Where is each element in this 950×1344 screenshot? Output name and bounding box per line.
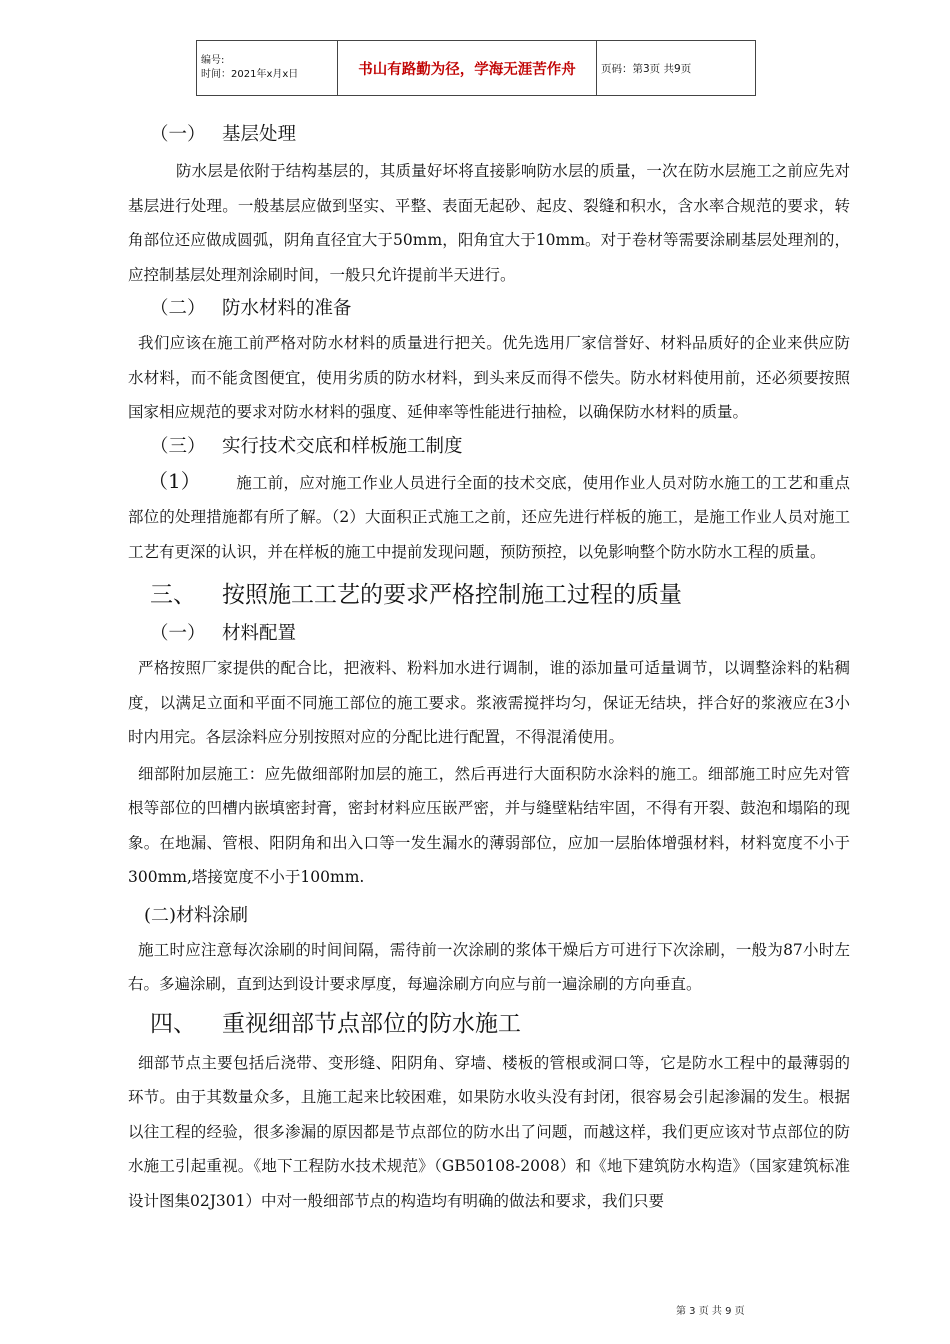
- chapter-title: 按照施工工艺的要求严格控制施工过程的质量: [222, 582, 682, 608]
- header-meta-cell: [197, 41, 338, 96]
- chapter-heading: [128, 1002, 850, 1046]
- section-heading: [128, 617, 850, 651]
- chapter-number: 三、: [150, 582, 196, 608]
- page-code: 页码：第3页 共9页: [597, 41, 756, 96]
- chapter-number: 四、: [150, 1010, 196, 1037]
- section-number: （二）: [150, 298, 206, 319]
- section-heading: [128, 292, 850, 326]
- section-title: 防水材料的准备: [222, 298, 352, 319]
- header-table: [196, 40, 756, 96]
- section-heading: [128, 118, 850, 152]
- item-number: （1）: [148, 468, 201, 493]
- paragraph: 施工时应注意每次涂刷的时间间隔，需待前一次涂刷的浆体干燥后方可进行下次涂刷，一般为87小时左右。多遍涂刷，直到达到设计要求厚度，每遍涂刷方向应与前一遍涂刷的方向垂直。: [128, 940, 850, 993]
- chapter-heading: [128, 573, 850, 617]
- paragraph: 细部附加层施工：应先做细部附加层的施工，然后再进行大面积防水涂料的施工。细部施工时应先对管根等部位的凹槽内嵌填密封膏，密封材料应压嵌严密，并与缝壁粘结牢固，不得有开裂、鼓泡和塌陷的现象。在地漏、管根、阳阴角和出入口等一发生漏水的薄弱部位，应加一层胎体增强材料，材料宽度不小于300mm,塔接宽度不小于100mm.: [128, 764, 850, 886]
- paragraph: [128, 464, 850, 570]
- section-heading: (二)材料涂刷: [144, 904, 249, 926]
- paragraph-text: 施工前，应对施工作业人员进行全面的技术交底，使用作业人员对防水施工的工艺和重点部位的处理措施都有所了解。（2）大面积正式施工之前，还应先进行样板的施工，是施工作业人员对施工工艺有更深的认识，并在样板的施工中提前发现问题，预防预控，以免影响整个防水防水工程的质量。: [128, 473, 850, 561]
- paragraph: 防水层是依附于结构基层的，其质量好坏将直接影响防水层的质量，一次在防水层施工之前应先对基层进行处理。一般基层应做到坚实、平整、表面无起砂、起皮、裂缝和积水，含水率合规范的要求，转角部位还应做成圆弧，阴角直径宜大于50mm，阳角宜大于10mm。对于卷材等需要涂刷基层处理剂的，应控制基层处理剂涂刷时间，一般只允许提前半天进行。: [128, 162, 850, 284]
- section-title: 基层处理: [222, 124, 297, 145]
- motto: 书山有路勤为径，学海无涯苦作舟: [338, 41, 597, 96]
- paragraph: 严格按照厂家提供的配合比，把液料、粉料加水进行调制，谁的添加量可适量调节，以调整涂料的粘稠度，以满足立面和平面不同施工部位的施工要求。浆液需搅拌均匀，保证无结块，拌合好的浆液应在3小时内用完。各层涂料应分别按照对应的分配比进行配置，不得混淆使用。: [128, 659, 850, 746]
- document-body: [128, 118, 850, 1218]
- page-footer: 第 3 页 共 9 页: [676, 1306, 745, 1317]
- section-title: 材料配置: [222, 623, 297, 644]
- section-number: （三）: [150, 435, 206, 457]
- section-number: （一）: [150, 623, 206, 644]
- paragraph: 细部节点主要包括后浇带、变形缝、阳阴角、穿墙、楼板的管根或洞口等，它是防水工程中的最薄弱的环节。由于其数量众多，且施工起来比较困难，如果防水收头没有封闭，很容易会引起渗漏的发生。根据以往工程的经验，很多渗漏的原因都是节点部位的防水出了问题，而越这样，我们更应该对节点部位的防水施工引起重视。《地下工程防水技术规范》（GB50108-2008）和《地下建筑防水构造》（国家建筑标准设计图集02J301）中对一般细部节点的构造均有明确的做法和要求，我们只要: [128, 1053, 850, 1210]
- chapter-title: 重视细部节点部位的防水施工: [222, 1010, 521, 1037]
- time-label: 时间：2021年x月x日: [201, 69, 299, 80]
- paragraph: 我们应该在施工前严格对防水材料的质量进行把关。优先选用厂家信誉好、材料品质好的企业来供应防水材料，而不能贪图便宜，使用劣质的防水材料，到头来反而得不偿失。防水材料使用前，还必须要按照国家相应规范的要求对防水材料的强度、延伸率等性能进行抽检，以确保防水材料的质量。: [128, 334, 850, 421]
- section-heading: [128, 430, 850, 464]
- number-label: 编号:: [201, 55, 225, 66]
- section-title: 实行技术交底和样板施工制度: [222, 435, 463, 457]
- section-number: （一）: [150, 124, 206, 145]
